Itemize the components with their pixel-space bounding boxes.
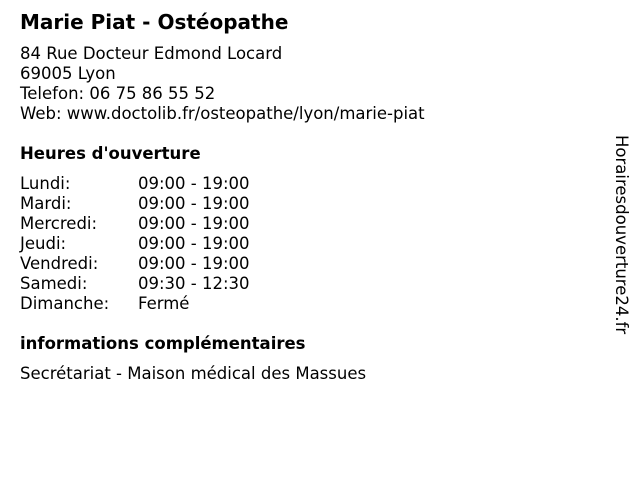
day-label: Dimanche:	[20, 294, 110, 313]
day-label: Mercredi:	[20, 214, 98, 233]
business-name: Marie Piat - Ostéopathe	[20, 10, 289, 34]
additional-info-heading: informations complémentaires	[20, 334, 306, 353]
day-label: Vendredi:	[20, 254, 99, 273]
hours-value: 09:00 - 19:00	[138, 194, 250, 213]
website: Web: www.doctolib.fr/osteopathe/lyon/marie-piat	[20, 104, 425, 123]
contact-block	[20, 44, 425, 124]
watermark	[611, 135, 631, 345]
hours-value: 09:00 - 19:00	[138, 214, 250, 233]
additional-info-text: Secrétariat - Maison médical des Massues	[20, 364, 367, 383]
hours-value: 09:30 - 12:30	[138, 274, 250, 293]
street-address: 84 Rue Docteur Edmond Locard	[20, 44, 283, 63]
day-label: Jeudi:	[20, 234, 67, 253]
day-label: Samedi:	[20, 274, 88, 293]
hours-value: 09:00 - 19:00	[138, 254, 250, 273]
phone-number: Telefon: 06 75 86 55 52	[20, 84, 216, 103]
city: 69005 Lyon	[20, 64, 116, 83]
watermark-text: Horairesdouverture24.fr	[612, 135, 631, 335]
hours-value: Fermé	[138, 294, 190, 313]
opening-hours-heading: Heures d'ouverture	[20, 144, 201, 163]
hours-value: 09:00 - 19:00	[138, 174, 250, 193]
hours-value: 09:00 - 19:00	[138, 234, 250, 253]
day-label: Lundi:	[20, 174, 71, 193]
day-label: Mardi:	[20, 194, 72, 213]
